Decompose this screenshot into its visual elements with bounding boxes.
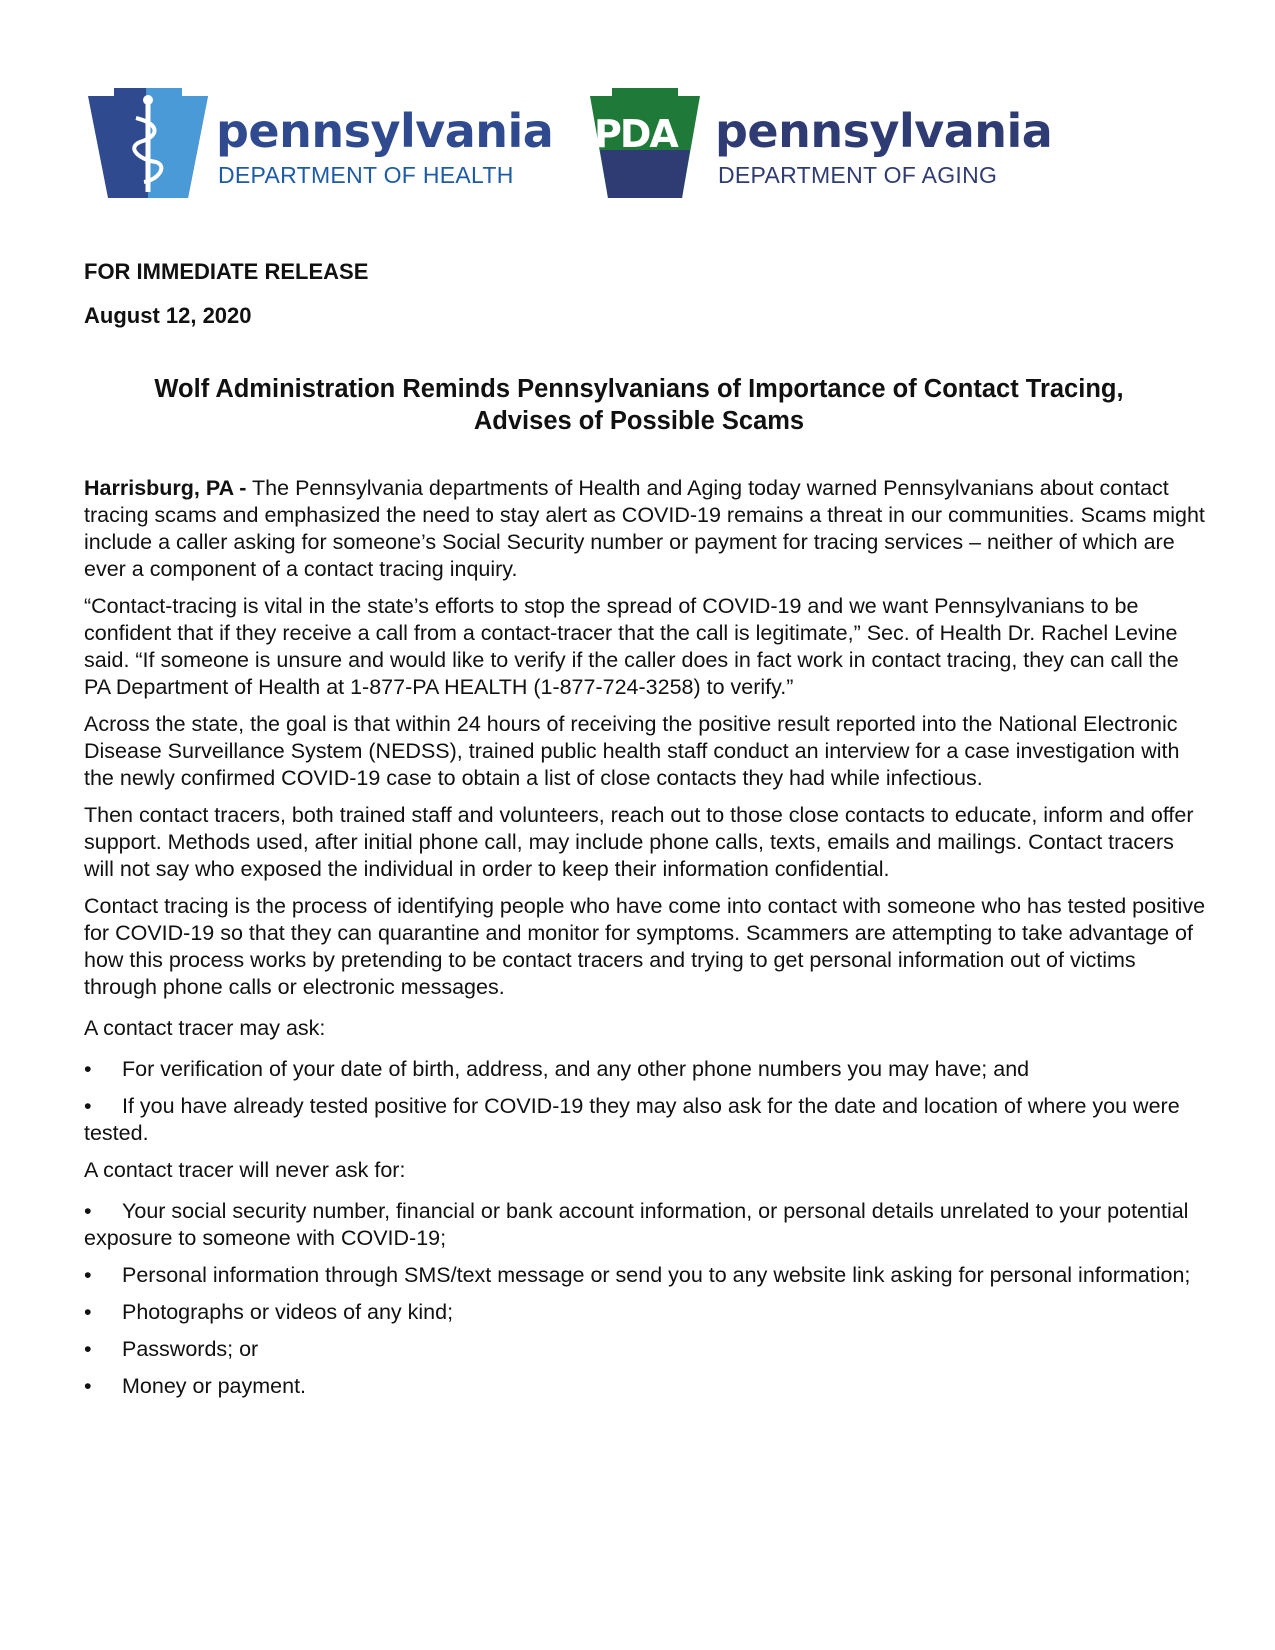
bullet-glyph: • <box>84 1263 92 1287</box>
bullet-glyph: • <box>84 1337 92 1361</box>
list-item <box>84 1093 1209 1147</box>
release-date: August 12, 2020 <box>84 303 252 328</box>
pda-mark: PDA <box>594 112 677 156</box>
article-body <box>84 475 1209 1410</box>
paragraph-1-text: The Pennsylvania departments of Health and Aging today warned Pennsylvanians about contact tracing scams and emphasized the need to stay alert as COVID-19 remains a threat in our communities. Scams might include a caller asking for someone’s Social Security number or payment for tracing services – neither of which are ever a component of a contact tracing inquiry. <box>84 476 1205 581</box>
list-item <box>84 1299 1209 1326</box>
paragraph-4: Then contact tracers, both trained staff and volunteers, reach out to those close contacts to educate, inform and offer support. Methods used, after initial phone call, may include phone calls, texts, emails and mailings. Contact tracers will not say who exposed the individual in order to keep their information confidential. <box>84 803 1194 881</box>
headline <box>84 373 1194 437</box>
list-item-text: Your social security number, financial or bank account information, or personal details unrelated to your potential exposure to someone with COVID-19; <box>84 1199 1189 1250</box>
bullet-glyph: • <box>84 1374 92 1398</box>
list-item-text: If you have already tested positive for COVID-19 they may also ask for the date and location of where you were tested. <box>84 1094 1180 1145</box>
headline-line-1: Wolf Administration Reminds Pennsylvanians of Importance of Contact Tracing, <box>154 375 1124 403</box>
list-item-text: Personal information through SMS/text message or send you to any website link asking for personal information; <box>122 1263 1191 1287</box>
aging-logo-subtitle: DEPARTMENT OF AGING <box>718 162 998 188</box>
never-ask-intro: A contact tracer will never ask for: <box>84 1158 406 1182</box>
list-item <box>84 1336 1209 1363</box>
list-item-text: Passwords; or <box>122 1337 259 1361</box>
headline-line-2: Advises of Possible Scams <box>473 407 805 435</box>
dateline: Harrisburg, PA - <box>84 476 247 500</box>
aging-logo-word: pennsylvania <box>715 104 1053 158</box>
paragraph-1 <box>84 475 1209 583</box>
list-item <box>84 1373 1209 1400</box>
list-item-text: Photographs or videos of any kind; <box>122 1300 454 1324</box>
list-item-text: Money or payment. <box>122 1374 307 1398</box>
bullet-glyph: • <box>84 1094 92 1118</box>
release-label: FOR IMMEDIATE RELEASE <box>84 259 369 284</box>
list-item <box>84 1262 1209 1289</box>
paragraph-2: “Contact-tracing is vital in the state’s efforts to stop the spread of COVID-19 and we want Pennsylvanians to be confident that if they receive a call from a contact-tracer that the call is legitimate,” Sec. of Health Dr. Rachel Levine said. “If someone is unsure and would like to verify if the caller does in fact work in contact tracing, they can call the PA Department of Health at 1-877-PA HEALTH (1-877-724-3258) to verify.” <box>84 594 1179 699</box>
paragraph-3: Across the state, the goal is that within 24 hours of receiving the positive result reported into the National Electronic Disease Surveillance System (NEDSS), trained public health staff conduct an interview for a case investigation with the newly confirmed COVID-19 case to obtain a list of close contacts they had while infectious. <box>84 712 1180 790</box>
list-item <box>84 1056 1209 1083</box>
keystone-caduceus-icon <box>88 88 208 198</box>
department-of-aging-logo <box>590 88 1053 198</box>
may-ask-intro: A contact tracer may ask: <box>84 1016 326 1040</box>
list-item <box>84 1198 1209 1252</box>
health-logo-word: pennsylvania <box>216 104 554 158</box>
bullet-glyph: • <box>84 1300 92 1324</box>
health-logo-subtitle: DEPARTMENT OF HEALTH <box>218 162 514 188</box>
bullet-glyph: • <box>84 1199 92 1223</box>
list-item-text: For verification of your date of birth, address, and any other phone numbers you may have; and <box>122 1057 1030 1081</box>
department-of-health-logo <box>88 88 558 198</box>
bullet-glyph: • <box>84 1057 92 1081</box>
paragraph-5: Contact tracing is the process of identifying people who have come into contact with someone who has tested positive for COVID-19 so that they can quarantine and monitor for symptoms. Scammers are attempting to take advantage of how this process works by pretending to be contact tracers and trying to get personal information out of victims through phone calls or electronic messages. <box>84 894 1206 999</box>
